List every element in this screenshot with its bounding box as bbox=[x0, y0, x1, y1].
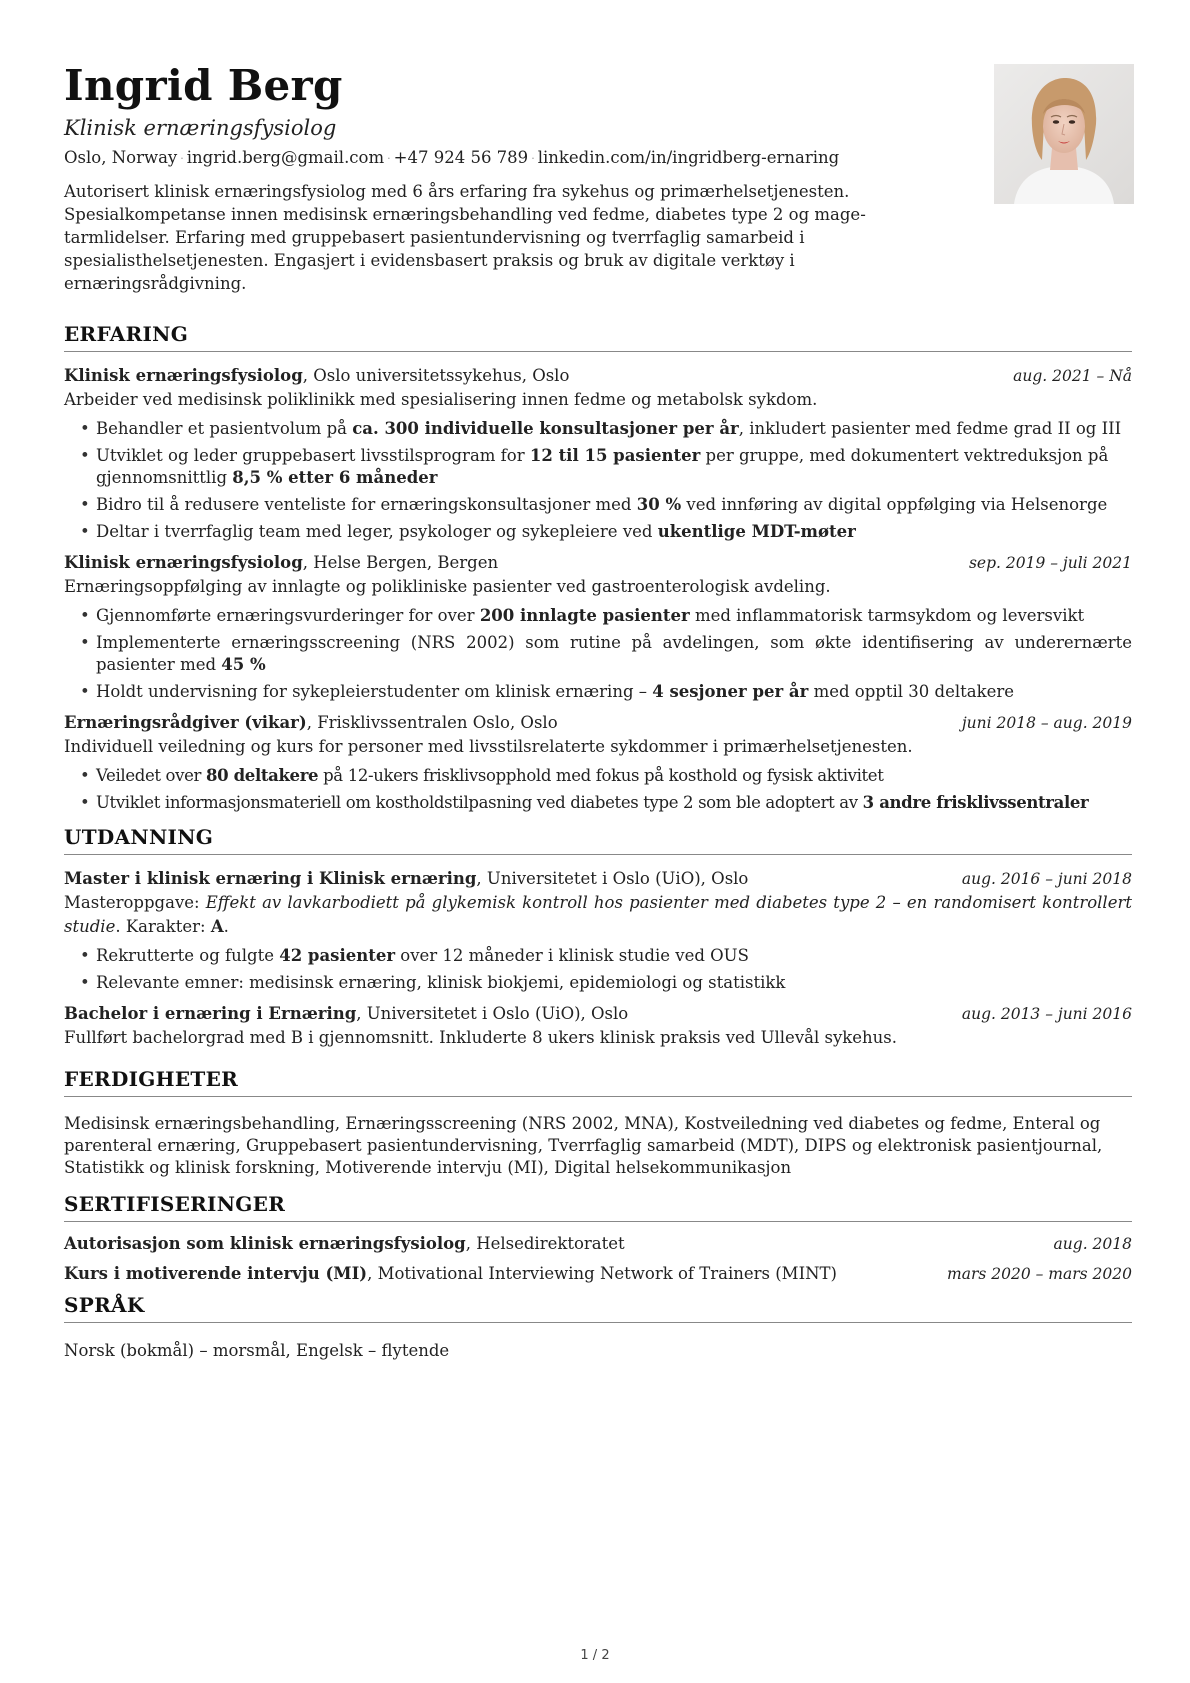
bullet-highlight: 4 sesjoner per år bbox=[652, 681, 809, 701]
education-section bbox=[64, 824, 1132, 1050]
section-divider bbox=[64, 1322, 1132, 1323]
entry-header: Bachelor i ernæring i Ernæring, Universitetet i Oslo (UiO), Oslo aug. 2013 – juni 2016 bbox=[64, 1002, 1132, 1026]
bullet-item bbox=[80, 945, 1132, 967]
bullet-text: Holdt undervisning for sykepleierstudenter om klinisk ernæring – bbox=[96, 681, 653, 701]
bullet-item bbox=[80, 972, 1132, 994]
certification-issuer: Helsedirektoratet bbox=[476, 1233, 625, 1253]
section-divider bbox=[64, 854, 1132, 855]
certification-name: Autorisasjon som klinisk ernæringsfysiolog bbox=[64, 1233, 466, 1253]
bullet-text: på 12-ukers frisklivsopphold med fokus på kosthold og fysisk aktivitet bbox=[318, 765, 884, 785]
bullet-highlight: 200 innlagte pasienter bbox=[479, 605, 690, 625]
job-bullets bbox=[64, 765, 1132, 814]
bullet-item bbox=[80, 418, 1132, 440]
bullet-highlight: 8,5 % etter 6 måneder bbox=[232, 467, 438, 487]
job-description: Individuell veiledning og kurs for personer med livsstilsrelaterte sykdommer i primærhelsetjenesten. bbox=[64, 736, 913, 756]
certification-entry bbox=[64, 1232, 1132, 1256]
candidate-title: Klinisk ernæringsfysiolog bbox=[64, 116, 337, 140]
certification-issuer: Motivational Interviewing Network of Trainers (MINT) bbox=[377, 1263, 837, 1283]
contact-location: Oslo, Norway bbox=[64, 148, 178, 167]
thesis-label: Masteroppgave: bbox=[64, 892, 206, 912]
education-description: Fullført bachelorgrad med B i gjennomsnitt. Inkluderte 8 ukers klinisk praksis ved Ullevål sykehus. bbox=[64, 1027, 898, 1047]
bullet-text: med inflammatorisk tarmsykdom og leversvikt bbox=[689, 605, 1085, 625]
bullet-text: Relevante emner: medisinsk ernæring, klinisk biokjemi, epidemiologi og statistikk bbox=[96, 972, 786, 992]
job-org: Frisklivssentralen Oslo, Oslo bbox=[317, 712, 558, 732]
entry-header: Klinisk ernæringsfysiolog, Helse Bergen, Bergen sep. 2019 – juli 2021 bbox=[64, 551, 1132, 575]
bullet-item bbox=[80, 521, 1132, 543]
section-title-skills: FERDIGHETER bbox=[64, 1066, 239, 1091]
entry-header: Ernæringsrådgiver (vikar), Frisklivssentralen Oslo, Oslo juni 2018 – aug. 2019 bbox=[64, 711, 1132, 735]
bullet-text: Veiledet over bbox=[96, 765, 206, 785]
experience-entry bbox=[64, 551, 1132, 703]
bullet-highlight: ukentlige MDT-møter bbox=[657, 521, 856, 541]
bullet-item bbox=[80, 681, 1132, 703]
bullet-highlight: 80 deltakere bbox=[205, 765, 319, 785]
candidate-name: Ingrid Berg bbox=[64, 61, 343, 110]
bullet-item bbox=[80, 605, 1132, 627]
bullet-text: Rekrutterte og fulgte bbox=[96, 945, 280, 965]
bullet-text: Behandler et pasientvolum på bbox=[96, 418, 353, 438]
contact-separator: · bbox=[180, 151, 184, 165]
grade-value: A bbox=[210, 916, 224, 936]
school-name: Universitetet i Oslo (UiO), Oslo bbox=[486, 868, 749, 888]
job-role: Ernæringsrådgiver (vikar) bbox=[64, 712, 307, 732]
certifications-section bbox=[64, 1191, 1132, 1286]
section-title-certifications: SERTIFISERINGER bbox=[64, 1191, 286, 1216]
bullet-highlight: 3 andre frisklivssentraler bbox=[862, 792, 1089, 812]
certification-name: Kurs i motiverende intervju (MI) bbox=[64, 1263, 368, 1283]
bullet-highlight: 12 til 15 pasienter bbox=[529, 445, 701, 465]
bullet-text: med opptil 30 deltakere bbox=[808, 681, 1015, 701]
job-role: Klinisk ernæringsfysiolog bbox=[64, 365, 303, 385]
certification-date: mars 2020 – mars 2020 bbox=[947, 1264, 1132, 1283]
section-divider bbox=[64, 1096, 1132, 1097]
section-title-education: UTDANNING bbox=[64, 824, 214, 849]
entry-header: Autorisasjon som klinisk ernæringsfysiolog, Helsedirektoratet aug. 2018 bbox=[64, 1232, 1132, 1256]
bullet-text: Deltar i tverrfaglig team med leger, psykologer og sykepleiere ved bbox=[96, 521, 658, 541]
job-org: Oslo universitetssykehus, Oslo bbox=[313, 365, 570, 385]
education-date: aug. 2016 – juni 2018 bbox=[961, 869, 1132, 888]
job-date: aug. 2021 – Nå bbox=[1013, 366, 1132, 385]
skills-section bbox=[64, 1066, 1132, 1179]
entry-header: Master i klinisk ernæring i Klinisk ernæring, Universitetet i Oslo (UiO), Oslo aug. 2016 – juni 2018 bbox=[64, 867, 1132, 891]
bullet-item bbox=[80, 445, 1132, 489]
contact-line bbox=[64, 146, 1132, 171]
education-bullets bbox=[64, 945, 1132, 994]
education-date: aug. 2013 – juni 2016 bbox=[961, 1004, 1132, 1023]
bullet-item bbox=[80, 792, 1132, 814]
experience-entry bbox=[64, 711, 1132, 814]
bullet-text: Bidro til å redusere venteliste for ernæringskonsultasjoner med bbox=[96, 494, 637, 514]
bullet-text: Utviklet og leder gruppebasert livsstilsprogram for bbox=[96, 445, 530, 465]
bullet-text: ved innføring av digital oppfølging via Helsenorge bbox=[681, 494, 1108, 514]
section-title-experience: ERFARING bbox=[64, 321, 189, 346]
contact-separator: · bbox=[387, 151, 391, 165]
languages-text: Norsk (bokmål) – morsmål, Engelsk – flytende bbox=[64, 1340, 450, 1360]
experience-section bbox=[64, 321, 1132, 814]
degree-name: Master i klinisk ernæring i Klinisk ernæring bbox=[64, 868, 477, 888]
school-name: Universitetet i Oslo (UiO), Oslo bbox=[366, 1003, 629, 1023]
section-divider bbox=[64, 1221, 1132, 1222]
job-bullets bbox=[64, 605, 1132, 703]
certification-entry bbox=[64, 1262, 1132, 1286]
bullet-text: over 12 måneder i klinisk studie ved OUS bbox=[395, 945, 749, 965]
section-divider bbox=[64, 351, 1132, 352]
languages-section bbox=[64, 1292, 1132, 1363]
entry-header: Klinisk ernæringsfysiolog, Oslo universitetssykehus, Oslo aug. 2021 – Nå bbox=[64, 364, 1132, 388]
job-org: Helse Bergen, Bergen bbox=[313, 552, 499, 572]
bullet-highlight: 30 % bbox=[636, 494, 682, 514]
certification-date: aug. 2018 bbox=[1053, 1234, 1132, 1253]
bullet-item bbox=[80, 632, 1132, 676]
bullet-item bbox=[80, 765, 1132, 787]
degree-name: Bachelor i ernæring i Ernæring bbox=[64, 1003, 357, 1023]
job-bullets bbox=[64, 418, 1132, 543]
bullet-text: Utviklet informasjonsmateriell om kostholdstilpasning ved diabetes type 2 som ble adoptert av bbox=[96, 792, 863, 812]
bullet-text: Gjennomførte ernæringsvurderinger for over bbox=[96, 605, 480, 625]
experience-entry bbox=[64, 364, 1132, 543]
resume-content bbox=[64, 60, 1132, 1363]
job-role: Klinisk ernæringsfysiolog bbox=[64, 552, 303, 572]
job-description: Arbeider ved medisinsk poliklinikk med spesialisering innen fedme og metabolsk sykdom. bbox=[64, 389, 818, 409]
section-title-languages: SPRÅK bbox=[64, 1292, 145, 1317]
education-entry bbox=[64, 1002, 1132, 1050]
thesis-title: Effekt av lavkarbodiett på glykemisk kontroll hos pasienter med diabetes type 2 – en randomisert kontrollert studie bbox=[64, 892, 1132, 936]
bullet-highlight: 42 pasienter bbox=[279, 945, 396, 965]
thesis-line: Masteroppgave: Effekt av lavkarbodiett på glykemisk kontroll hos pasienter med diabetes type 2 – en randomisert kontrollert studie. Karakter: A. bbox=[64, 892, 1132, 936]
bullet-text: Implementerte ernæringsscreening (NRS 2002) som rutine på avdelingen, som økte identifisering av underernærte pasienter med bbox=[96, 632, 1132, 674]
bullet-highlight: ca. 300 individuelle konsultasjoner per år bbox=[352, 418, 739, 438]
contact-separator: · bbox=[531, 151, 535, 165]
bullet-item bbox=[80, 494, 1132, 516]
contact-phone[interactable]: +47 924 56 789 bbox=[393, 148, 529, 167]
profile-summary: Autorisert klinisk ernæringsfysiolog med 6 års erfaring fra sykehus og primærhelsetjenesten. Spesialkompetanse innen medisinsk ernæringsbehandling ved fedme, diabetes type 2 og mage-tarmlidelser. Erfaring med gruppebasert pasientundervisning og tverrfaglig samarbeid i spesialisthelsetjenesten. Engasjert i evidensbasert praksis og bruk av digitale verktøy i ernæringsrådgivning. bbox=[64, 181, 866, 293]
education-entry bbox=[64, 867, 1132, 994]
contact-email[interactable]: ingrid.berg@gmail.com bbox=[186, 148, 385, 167]
job-description: Ernæringsoppfølging av innlagte og polikliniske pasienter ved gastroenterologisk avdeling. bbox=[64, 576, 831, 596]
entry-header: Kurs i motiverende intervju (MI), Motivational Interviewing Network of Trainers (MINT) mars 2020 – mars 2020 bbox=[64, 1262, 1132, 1286]
bullet-text: per gruppe, med dokumentert vektreduksjon på gjennomsnittlig bbox=[96, 445, 1109, 487]
bullet-highlight: 45 % bbox=[221, 654, 266, 674]
grade-label: . Karakter: bbox=[115, 916, 211, 936]
contact-linkedin[interactable]: linkedin.com/in/ingridberg-ernaring bbox=[537, 148, 840, 167]
job-date: sep. 2019 – juli 2021 bbox=[968, 553, 1132, 572]
page-number: 1 / 2 bbox=[580, 1648, 610, 1663]
job-date: juni 2018 – aug. 2019 bbox=[961, 713, 1132, 732]
bullet-text: , inkludert pasienter med fedme grad II og III bbox=[738, 418, 1122, 438]
skills-text: Medisinsk ernæringsbehandling, Ernæringsscreening (NRS 2002, MNA), Kostveiledning ved diabetes og fedme, Enteral og parenteral ernæring, Gruppebasert pasientundervisning, Tverrfaglig samarbeid (MDT), DIPS og elektronisk pasientjournal, Statistikk og klinisk forskning, Motiverende intervju (MI), Digital helsekommunikasjon bbox=[64, 1113, 1103, 1177]
